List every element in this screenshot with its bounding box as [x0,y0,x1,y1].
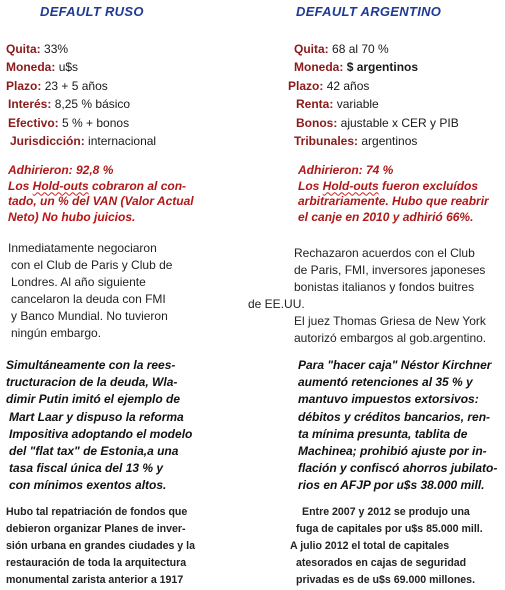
result-block-ruso [8,163,194,225]
heading-default-argentino: DEFAULT ARGENTINO [296,4,442,19]
result-line-3: el canje en 2010 y adhirió 66%. [298,209,474,224]
reform-argentino: Para "hacer caja" Néstor Kirchner aumentó retenciones al 35 % y mantuvo impuestos extorsivos: débitos y créditos bancarios, ren- ta mínima presunta, tablita de Machinea; prohibió ajuste por in- flación y confiscó ahorros jubilato- rios en AFJP por u$s 38.000 mill. [298,358,498,493]
fact-moneda: Moneda: $ argentinos [294,60,419,75]
fact-quita: Quita: 68 al 70 % [294,42,389,56]
fact-plazo: Plazo: 23 + 5 años [6,78,108,93]
facts-list-ruso [6,40,156,150]
reform-ruso: Simultáneamente con la rees- tructuracion de la deuda, Wla- dimir Putin imitó el ejemplo de Mart Laar y dispuso la reforma Impositiva adoptando el modelo del "flat tax" de Estonia,a una tasa fiscal única del 13 % y con mínimos exentos altos. [6,358,193,493]
heading-default-ruso: DEFAULT RUSO [40,4,144,19]
closing-argentino: Entre 2007 y 2012 se produjo una fuga de capitales por u$s 85.000 mill. A julio 2012 el total de capitales atesorados en cajas de seguridad privadas es de u$s 69.000 millones. [290,506,483,586]
fact-interes: Interés: 8,25 % básico [8,97,131,112]
fact-efectivo: Efectivo: 5 % + bonos [8,115,130,130]
fact-quita: Quita: 33% [6,42,69,56]
result-line-1: Los Hold-outs cobraron al con- [8,178,187,193]
result-line-2: tado, un % del VAN (Valor Actual [8,194,194,208]
story-ruso: Inmediatamente negociaron con el Club de Paris y Club de Londres. Al año siguiente cancelaron la deuda con FMI y Banco Mundial. No tuvieron ningún embargo. [8,241,173,340]
result-line-3: Neto) No hubo juicios. [8,209,136,224]
fact-jurisdiccion: Jurisdicción: internacional [10,134,157,149]
story-argentino: Rechazaron acuerdos con el Club de Paris, FMI, inversores japoneses bonistas italianos y fondos buitres de EE.UU. El juez Thomas Griesa de New York autorizó embargos al gob.argentino. [248,246,487,345]
result-line-2: arbitrariamente. Hubo que reabrir [298,194,489,208]
adhesion-argentino: Adhirieron: 74 % [298,163,394,177]
adhesion-ruso: Adhirieron: 92,8 % [8,163,114,177]
fact-moneda: Moneda: u$s [6,60,79,75]
fact-plazo: Plazo: 42 años [288,78,370,93]
result-block-argentino [298,163,489,225]
fact-bonos: Bonos: ajustable x CER y PIB [296,115,459,130]
fact-renta: Renta: variable [296,97,379,112]
closing-ruso: Hubo tal repatriación de fondos que debieron organizar Planes de inver- sión urbana en grandes ciudades y la restauración de toda la arquitectura monumental zarista anterior a 1917 [6,506,195,586]
facts-list-argentino [288,40,459,150]
result-line-1: Los Hold-outs fueron excluídos [298,178,479,193]
fact-tribunales: Tribunales: argentinos [294,134,418,149]
